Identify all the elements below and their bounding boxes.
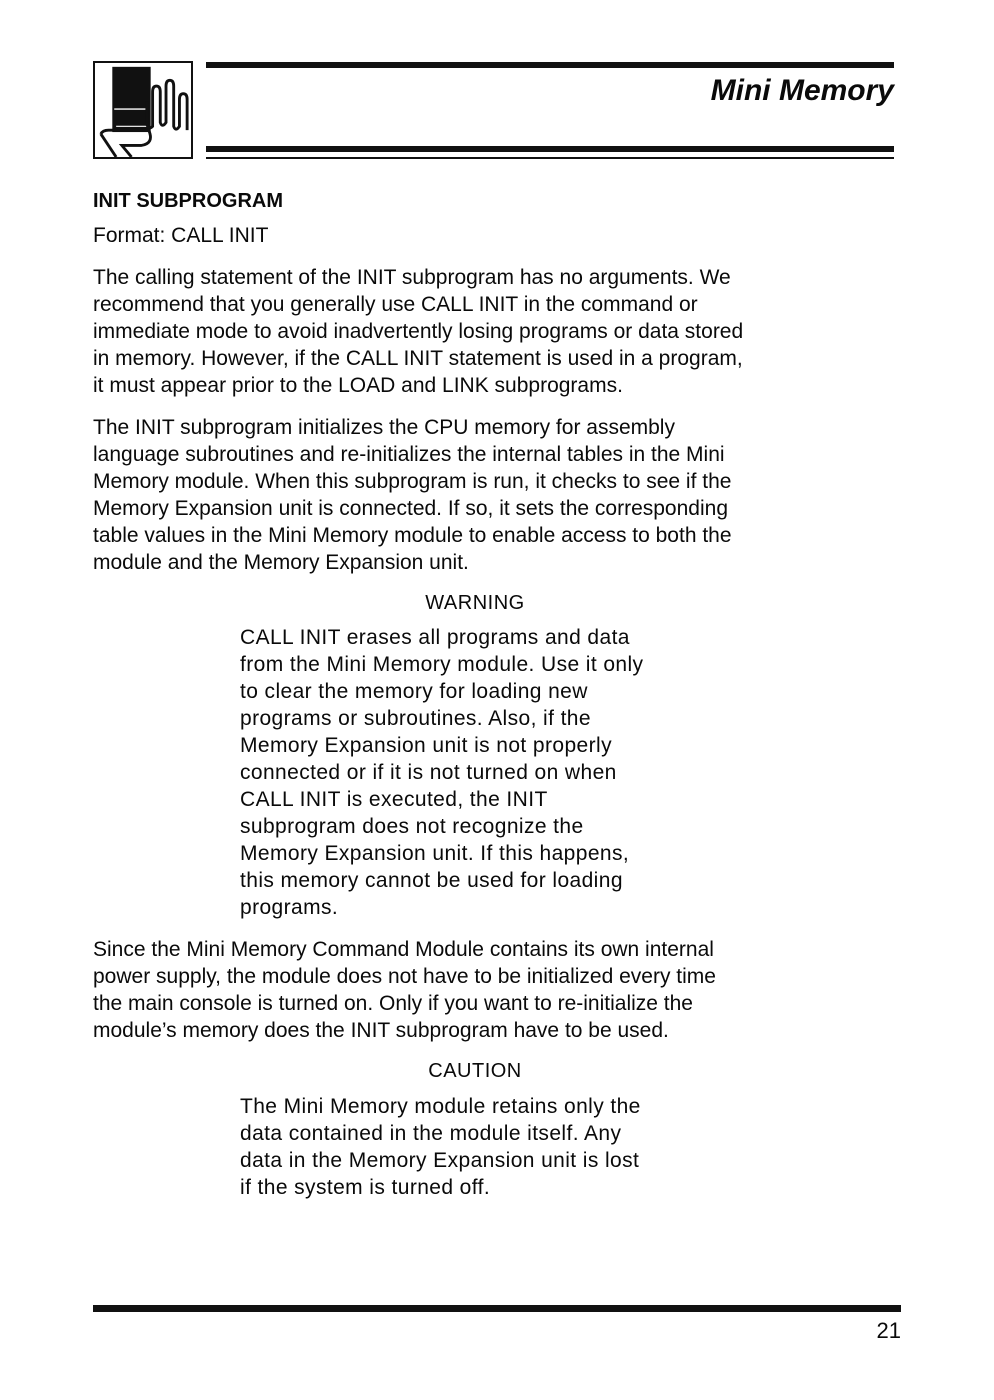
text-line: CALL INIT erases all programs and data: [240, 626, 630, 649]
text-line: recommend that you generally use CALL INIT in the command or: [93, 293, 698, 316]
text-line: the main console is turned on. Only if you want to re-initialize the: [93, 992, 693, 1015]
text-line: it must appear prior to the LOAD and LINK subprograms.: [93, 374, 623, 397]
page-number: 21: [876, 1318, 901, 1343]
text-line: in memory. However, if the CALL INIT statement is used in a program,: [93, 347, 743, 370]
text-line: if the system is turned off.: [240, 1176, 491, 1199]
text-line: CALL INIT is executed, the INIT: [240, 788, 548, 811]
text-line: The INIT subprogram initializes the CPU memory for assembly: [93, 416, 675, 439]
text-line: programs or subroutines. Also, if the: [240, 707, 591, 730]
paragraph-3: [93, 936, 893, 1044]
caution-body: [240, 1093, 720, 1201]
text-line: Memory Expansion unit is connected. If so, it sets the corresponding: [93, 497, 728, 520]
caution-title: CAUTION: [428, 1060, 522, 1082]
paragraph-1: [93, 264, 893, 399]
running-title: Mini Memory: [710, 74, 894, 107]
text-line: Memory module. When this subprogram is run, it checks to see if the: [93, 470, 732, 493]
warning-title: WARNING: [425, 592, 525, 614]
text-line: module’s memory does the INIT subprogram have to be used.: [93, 1019, 669, 1042]
text-line: Memory Expansion unit. If this happens,: [240, 842, 630, 865]
format-line: Format: CALL INIT: [93, 224, 269, 247]
paragraph-2: [93, 414, 893, 576]
hand-on-module-icon: [95, 63, 191, 157]
text-line: power supply, the module does not have to be initialized every time: [93, 965, 716, 988]
text-line: module and the Memory Expansion unit.: [93, 551, 469, 574]
footer-rule: [93, 1305, 901, 1312]
text-line: data contained in the module itself. Any: [240, 1122, 622, 1145]
text-line: The calling statement of the INIT subprogram has no arguments. We: [93, 266, 731, 289]
text-line: table values in the Mini Memory module to enable access to both the: [93, 524, 732, 547]
section-heading: INIT SUBPROGRAM: [93, 190, 283, 212]
text-line: immediate mode to avoid inadvertently losing programs or data stored: [93, 320, 744, 343]
text-line: The Mini Memory module retains only the: [240, 1095, 641, 1118]
text-line: to clear the memory for loading new: [240, 680, 588, 703]
header-rule-top: [206, 62, 894, 68]
text-line: language subroutines and re-initializes the internal tables in the Mini: [93, 443, 725, 466]
header-rule-thick: [206, 146, 894, 152]
text-line: connected or if it is not turned on when: [240, 761, 617, 784]
chapter-logo: [93, 61, 193, 159]
text-line: data in the Memory Expansion unit is lost: [240, 1149, 640, 1172]
text-line: this memory cannot be used for loading: [240, 869, 623, 892]
text-line: from the Mini Memory module. Use it only: [240, 653, 644, 676]
text-line: Since the Mini Memory Command Module contains its own internal: [93, 938, 714, 961]
header-rule-thin: [206, 157, 894, 159]
text-line: programs.: [240, 896, 339, 919]
text-line: subprogram does not recognize the: [240, 815, 584, 838]
text-line: Memory Expansion unit is not properly: [240, 734, 612, 757]
warning-body: [240, 624, 720, 921]
